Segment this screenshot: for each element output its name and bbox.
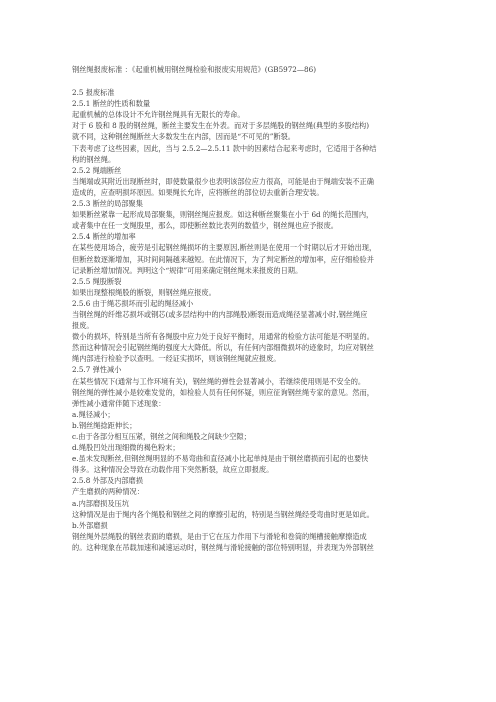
text-line: 就不同，这种钢丝绳断丝大多数发生在内部，因而是“不可见的”断裂。 <box>72 132 295 142</box>
text-line: 记录断丝增加情况。判明这个“规律”可用来确定钢丝绳未来报废的日期。 <box>72 265 303 275</box>
text-line: b.外部磨损 <box>72 520 108 530</box>
text-line: b.钢丝绳捻距伸长； <box>72 420 137 430</box>
text-line: 起重机械的总体设计不允许钢丝绳具有无限长的寿命。 <box>72 110 245 120</box>
document-title: 钢丝绳报废标准 ：《起重机械用钢丝绳检验和报废实用规范》(GB5972—86) <box>72 65 317 74</box>
text-line: 在某些使用场合，疲劳是引起钢丝绳损坏的主要原因,断丝则是在使用一个时期以后才开始出现， <box>72 243 377 253</box>
text-line: 当绳端或其附近出现断丝时，即使数量很少也表明该部位应力很高，可能是由于绳端安装不正确 <box>72 176 374 186</box>
text-line: 产生磨损的两种情况： <box>72 487 144 497</box>
text-line: 在某些情况下(通常与工作环境有关)，钢丝绳的弹性会显著减小，若继续使用则是不安全的。 <box>72 376 366 386</box>
text-line: 或者集中在任一支绳股里，那么，即使断丝数比表列的数值少，钢丝绳也应予报废。 <box>72 221 338 231</box>
text-line: 2.5 报废标准 <box>72 88 115 98</box>
text-line: 2.5.5 绳股断裂 <box>72 276 122 286</box>
text-line: 弹性减小通常伴随下述现象： <box>72 398 166 408</box>
text-line: 2.5.8 外部及内部磨损 <box>72 476 143 486</box>
document-body <box>72 87 418 553</box>
text-line: 2.5.7 弹性减小 <box>72 365 122 375</box>
text-line: 然而这种情况会引起钢丝绳的强度大大降低。所以，有任何内部细微损坏的迹象时，均应对钢丝 <box>72 343 374 353</box>
text-line: 钢丝绳的弹性减小是较难发觉的，如检验人员有任何怀疑，则应征询钢丝绳专家的意见。然而， <box>72 387 374 397</box>
text-line: 对于 6 股和 8 股的钢丝绳，断丝主要发生在外表。而对于多层绳股的钢丝绳(典型的多股结构) <box>72 121 370 131</box>
text-line: 2.5.4 断丝的增加率 <box>72 232 136 242</box>
text-line: 这种情况是由于绳内各个绳股和钢丝之间的摩擦引起的，特别是当钢丝绳经受弯曲时更是如此。 <box>72 509 374 519</box>
text-line: 2.5.3 断丝的局部聚集 <box>72 199 143 209</box>
document-page <box>72 64 418 553</box>
text-line: 造成的，应查明损坏原因。如果绳长允许，应将断丝的部位切去重新合理安装。 <box>72 187 324 197</box>
text-line: c.由于各部分相互压紧，钢丝之间和绳股之间缺少空隙； <box>72 432 251 441</box>
text-line: 但断丝数逐渐增加，其时间间隔越来越短。在此情况下，为了判定断丝的增加率，应仔细检验并 <box>72 254 374 264</box>
text-line: 钢丝绳外层绳股的钢丝表面的磨损，是由于它在压力作用下与滑轮和卷筒的绳槽接触摩擦造成 <box>72 531 367 541</box>
text-line: 构的钢丝绳。 <box>72 154 116 164</box>
text-line: e.虽未发现断丝,但钢丝绳明显的不易弯曲和直径减小比起单纯是由于钢丝磨损而引起的也要快 <box>72 454 369 464</box>
text-line: a.绳径减小； <box>72 409 115 419</box>
text-line: 当钢丝绳的纤维芯损坏或钢芯(或多层结构中的内部绳股)断裂而造成绳径显著减小时,钢丝绳应 <box>72 309 368 319</box>
text-line: 2.5.2 绳端断丝 <box>72 165 122 175</box>
text-line: 2.5.6 由于绳芯损坏而引起的绳径减小 <box>72 298 194 308</box>
text-line: d.绳股凹处出现细微的褐色粉末； <box>72 443 180 453</box>
text-line: 报废。 <box>72 321 94 331</box>
text-line: 下表考虑了这些因素，因此，当与 2.5.2—2.5.11 款中的因素结合起来考虑时，它适用于各种结 <box>72 143 377 153</box>
text-line: 如果断丝紧靠一起形成局部聚集，则钢丝绳应报废。如这种断丝聚集在小于 6d 的绳长范围内， <box>72 210 374 220</box>
text-line: 2.5.1 断丝的性质和数量 <box>72 99 151 109</box>
text-line: 微小的损坏，特别是当所有各绳股中应力处于良好平衡时，用通常的检验方法可能是不明显的。 <box>72 332 374 342</box>
text-line: 绳内部进行检验予以查明。一经证实损坏，则该钢丝绳就应报废。 <box>72 354 281 364</box>
text-line: 得多。这种情况会导致在动载作用下突然断裂，故应立即报废。 <box>72 465 274 475</box>
text-line: 的。这种现象在吊载加速和减速运动时，钢丝绳与滑轮接触的部位特别明显，并表现为外部钢丝 <box>72 542 374 552</box>
text-line: 如果出现整根绳股的断裂，则钢丝绳应报废。 <box>72 287 216 297</box>
text-line: a.内部磨损及压坑 <box>72 498 129 508</box>
